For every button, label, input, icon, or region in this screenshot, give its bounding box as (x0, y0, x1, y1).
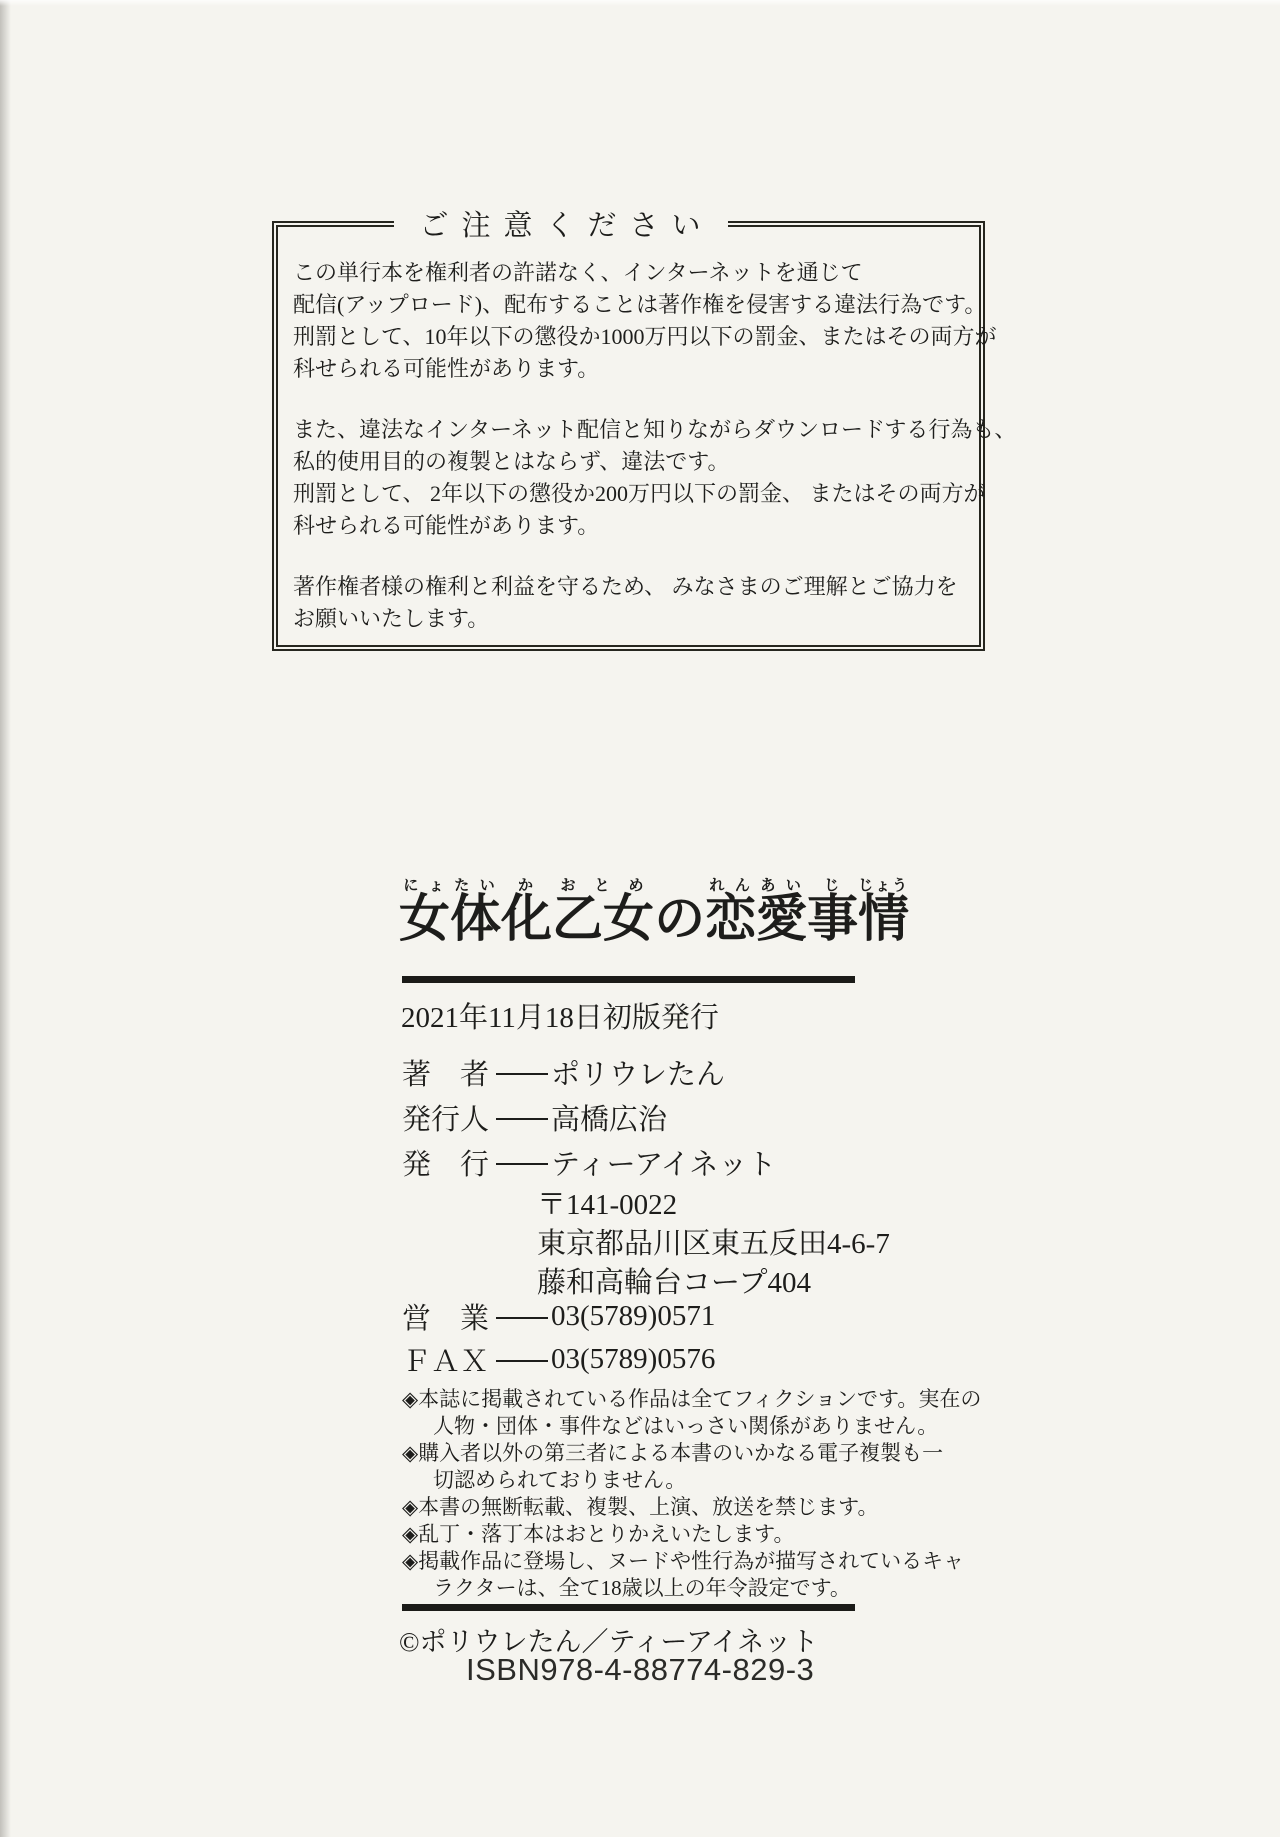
credit-value: 03(5789)0571 (551, 1300, 716, 1332)
note-text: 本書の無断転載、複製、上演、放送を禁じます。 (418, 1495, 879, 1519)
leader-line (496, 1118, 548, 1120)
note-text: 乱丁・落丁本はおとりかえいたします。 (418, 1522, 795, 1546)
notice-line: この単行本を権利者の許諾なく、インターネットを通じて (293, 260, 863, 285)
title-segment: 体たい (450, 878, 502, 948)
credit-value: 03(5789)0576 (551, 1343, 716, 1375)
title-furigana: おとめ (552, 878, 655, 894)
copyright-line: ©ポリウレたん／ティーアイネット (399, 1627, 819, 1657)
title-segment: 情じょう (858, 878, 910, 948)
title-segment: 事じ (807, 878, 859, 948)
diamond-bullet-icon: ◈ (402, 1549, 419, 1573)
title-segment: 恋れん (705, 878, 757, 948)
title-segment: 乙女おとめ (552, 878, 655, 948)
note-line: ラクターは、全て18歳以上の年令設定です。 (433, 1576, 851, 1600)
copyright-notice-box (272, 210, 1017, 651)
credit-label: 発行人 (402, 1104, 490, 1136)
title-segment: の (654, 892, 706, 948)
notice-line: 配信(アップロード)、配布することは著作権を侵害する違法行為です。 (293, 292, 987, 317)
leader-line (496, 1317, 548, 1319)
note-text: 購入者以外の第三者による本書のいかなる電子複製も一 (418, 1441, 944, 1465)
legal-note (402, 1440, 981, 1494)
note-line (402, 1521, 981, 1548)
notice-paragraph (293, 571, 967, 635)
notice-line: お願いいたします。 (293, 606, 490, 631)
legal-note (402, 1494, 981, 1521)
address-line: 東京都品川区東五反田4-6-7 (537, 1228, 890, 1260)
notice-paragraph (293, 414, 1017, 542)
notice-line: 刑罰として、10年以下の懲役か1000万円以下の罰金、またはその両方が (293, 324, 997, 349)
address-line: 藤和高輪台コープ404 (537, 1267, 812, 1299)
title-furigana: れん (705, 878, 757, 894)
note-text: 本誌に掲載されている作品は全てフィクションです。実在の (418, 1387, 982, 1411)
title-segment: 愛あい (756, 878, 808, 948)
notice-line: 科せられる可能性があります。 (293, 513, 600, 538)
address-line: 〒141-0022 (537, 1189, 678, 1221)
note-line (402, 1494, 981, 1521)
note-line: 人物・団体・事件などはいっさい関係がありません。 (433, 1414, 939, 1438)
credit-label: 発 行 (402, 1149, 490, 1181)
leader-line (496, 1360, 548, 1362)
leader-line (496, 1073, 548, 1075)
notice-line: 科せられる可能性があります。 (293, 356, 600, 381)
note-text: 掲載作品に登場し、ヌードや性行為が描写されているキャ (418, 1549, 965, 1573)
divider-rule-bottom (402, 1604, 855, 1611)
notice-body (278, 227, 1017, 635)
credit-label: 著 者 (402, 1059, 490, 1091)
credit-row (402, 1057, 776, 1091)
note-line (402, 1440, 981, 1467)
title-furigana: あい (756, 878, 808, 894)
notice-title: ご注意ください (393, 207, 727, 245)
credit-row (402, 1102, 776, 1136)
title-segment: 女にょ (399, 878, 451, 948)
notice-line: 著作権者様の権利と利益を守るため、 みなさまのご理解とご協力を (293, 574, 958, 599)
credit-label: 営 業 (402, 1303, 490, 1335)
title-furigana: じょう (858, 878, 910, 894)
title-segment: 化か (501, 878, 553, 948)
diamond-bullet-icon: ◈ (402, 1441, 419, 1465)
credit-value: ポリウレたん (551, 1059, 726, 1091)
note-line (402, 1386, 981, 1413)
title-furigana: たい (450, 878, 502, 894)
diamond-bullet-icon: ◈ (402, 1522, 419, 1546)
legal-note (402, 1386, 981, 1440)
title-furigana: か (501, 878, 553, 894)
notice-paragraph (293, 257, 997, 385)
leader-line (496, 1163, 548, 1165)
book-title (399, 878, 909, 948)
credits-list (402, 1057, 776, 1192)
credit-value: 高橋広治 (551, 1104, 668, 1136)
contacts-list (402, 1301, 715, 1387)
isbn: ISBN978-4-88774-829-3 (466, 1652, 815, 1687)
notice-line: 私的使用目的の複製とはならず、違法です。 (293, 449, 730, 474)
credit-label: ＦＡＸ (402, 1346, 490, 1378)
credit-row (402, 1343, 716, 1378)
legal-note (402, 1521, 981, 1548)
publisher-address (537, 1186, 890, 1303)
note-line: 切認められておりません。 (433, 1468, 687, 1492)
note-line (402, 1548, 981, 1575)
credit-row (402, 1147, 777, 1181)
notice-line: 刑罰として、 2年以下の懲役か200万円以下の罰金、 またはその両方が (293, 481, 986, 506)
scan-top-highlight (0, 0, 1280, 6)
credit-row (402, 1300, 716, 1335)
legal-notes (402, 1386, 981, 1602)
edition-date: 2021年11月18日初版発行 (401, 1002, 719, 1034)
divider-rule-top (402, 976, 855, 983)
legal-note (402, 1548, 981, 1602)
notice-line: また、違法なインターネット配信と知りながらダウンロードする行為も、 (293, 417, 1017, 442)
scan-edge-shadow (0, 0, 11, 1837)
diamond-bullet-icon: ◈ (402, 1387, 419, 1411)
diamond-bullet-icon: ◈ (402, 1495, 419, 1519)
title-furigana: じ (807, 878, 859, 894)
title-furigana: にょ (399, 878, 451, 894)
credit-value: ティーアイネット (551, 1149, 777, 1181)
